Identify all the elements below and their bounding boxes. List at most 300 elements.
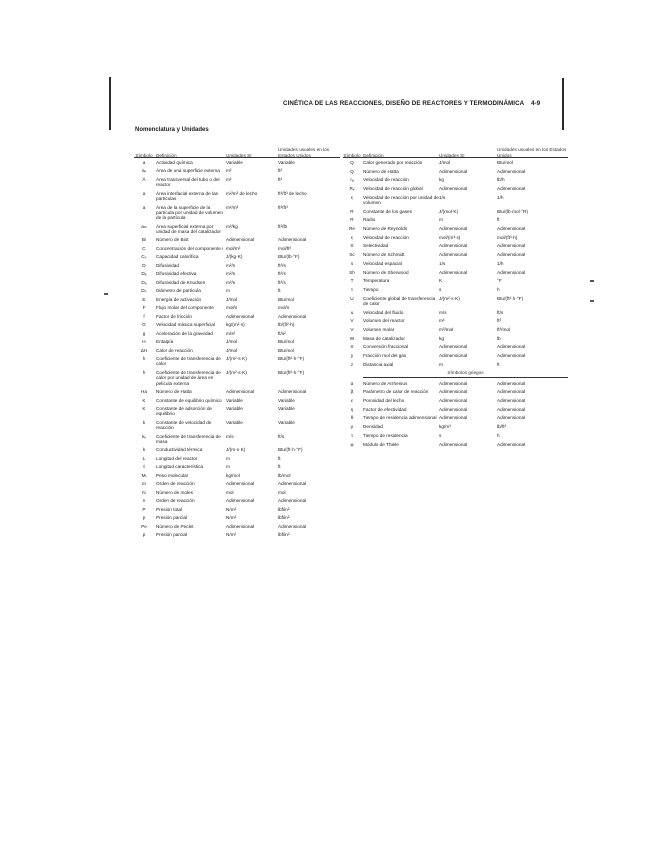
row-definition: Constante de equilibrio químico: [156, 397, 222, 403]
greek-symbols-heading: Símbolos griegos: [363, 370, 568, 377]
table-row: [134, 314, 340, 319]
row-us-unit: Variable: [278, 406, 295, 411]
table-row: [343, 424, 568, 429]
row-si-unit: m: [439, 217, 443, 223]
table-row: [134, 356, 340, 367]
row-us-unit: Adimensional: [497, 398, 526, 404]
row-us-unit: °F: [497, 278, 502, 284]
row-definition: Entalpía: [156, 339, 174, 345]
table-row: [343, 310, 568, 315]
row-symbol: ε: [350, 398, 354, 404]
row-si-unit: K: [439, 278, 443, 284]
row-symbol: a: [142, 190, 146, 196]
row-si-unit: m/s: [439, 309, 447, 315]
row-definition: Número de Sherwood: [363, 269, 409, 275]
row-us-unit: lb/ft³: [497, 424, 507, 430]
row-si-unit: J/mol: [439, 160, 451, 165]
row-definition: Volumen del reactor: [363, 318, 405, 324]
row-symbol: u: [350, 309, 354, 315]
table-row: [134, 348, 340, 353]
row-us-unit: mol/ft³: [278, 245, 292, 251]
row-si-unit: m: [226, 288, 230, 294]
header-us-units: Unidades usuales en los Estados Unidos: [497, 147, 567, 158]
row-us-unit: mol/s: [278, 305, 290, 311]
table-row: [134, 224, 340, 235]
row-si-unit: Adimensional: [439, 353, 468, 359]
row-si-unit: 1/s: [439, 260, 446, 266]
table-row: [134, 498, 340, 503]
row-si-unit: Adimensional: [439, 380, 468, 386]
row-definition: Tiempo de residencia adimensional: [363, 415, 437, 421]
row-si-unit: m: [226, 455, 230, 461]
greek-table-body: [343, 381, 568, 447]
row-us-unit: ft²/s: [278, 279, 286, 285]
table-body: [134, 160, 340, 537]
row-symbol: F: [142, 305, 146, 311]
row-symbol: E: [142, 296, 146, 302]
row-us-unit: Adimensional: [497, 441, 526, 447]
row-definition: Constante de velocidad de reacción: [156, 419, 212, 431]
row-definition: Concentración del componente i: [156, 245, 224, 251]
row-si-unit: Adimensional: [226, 481, 255, 487]
row-si-unit: N/m²: [226, 532, 237, 538]
row-definition: Difusividad: [156, 262, 179, 268]
row-si-unit: m²/s: [226, 262, 236, 268]
row-si-unit: Adimensional: [439, 441, 468, 447]
row-si-unit: m²: [226, 176, 232, 182]
row-us-unit: Adimensional: [497, 380, 526, 386]
table-row: [343, 261, 568, 266]
row-symbol: Ha: [141, 389, 147, 395]
row-definition: Velocidad de reacción: [363, 234, 409, 240]
table-row: [134, 406, 340, 417]
table-row: [343, 186, 568, 191]
row-si-unit: s: [439, 286, 442, 292]
row-us-unit: ft: [278, 464, 281, 470]
row-si-unit: m²/s: [226, 271, 236, 277]
row-definition: Orden de reacción: [156, 481, 195, 487]
row-symbol: aᵥ: [141, 168, 147, 174]
table-row: [343, 226, 568, 231]
table-row: [343, 433, 568, 438]
table-row: [343, 353, 568, 358]
row-symbol: G: [142, 322, 146, 328]
row-symbol: L: [142, 455, 146, 461]
row-symbol: R: [350, 208, 354, 214]
row-definition: Velocidad espacial: [363, 260, 402, 266]
row-symbol: Dₐ: [141, 279, 147, 285]
row-definition: Área de una superficie externa: [156, 168, 220, 174]
table-row: [134, 263, 340, 268]
row-us-unit: h: [497, 286, 500, 292]
row-si-unit: Variable: [226, 419, 243, 425]
table-row: [134, 490, 340, 495]
table-row: [343, 217, 568, 222]
table-row: [343, 327, 568, 332]
table-row: [343, 243, 568, 248]
row-symbol: C: [142, 245, 146, 251]
row-si-unit: Adimensional: [439, 344, 468, 350]
row-symbol: N: [142, 489, 146, 495]
row-symbol: τ: [351, 432, 353, 438]
row-symbol: Cₚ: [141, 254, 147, 260]
row-us-unit: Adimensional: [497, 252, 526, 258]
table-row: [343, 296, 568, 307]
row-si-unit: kg/(m²·s): [226, 322, 245, 328]
row-definition: Coeficiente de transferencia de calor: [156, 356, 221, 367]
row-definition: Capacidad calorífica: [156, 254, 199, 260]
row-us-unit: ft²/lb: [278, 223, 288, 229]
row-symbol: n: [142, 498, 146, 504]
row-definition: Velocidad másica superficial: [156, 322, 215, 328]
row-si-unit: J/(kg·K): [226, 254, 243, 260]
table-row: [134, 524, 340, 529]
row-symbol: rₐ: [350, 177, 354, 183]
row-definition: Selectividad: [363, 243, 389, 249]
margin-tick: [590, 300, 594, 302]
table-row: [134, 481, 340, 486]
row-us-unit: Adimensional: [497, 389, 526, 395]
margin-tick: [590, 280, 594, 282]
row-symbol: ΔH: [140, 347, 148, 353]
row-definition: Actividad química: [156, 160, 193, 165]
row-symbol: t: [351, 286, 353, 292]
nomenclature-table-right: [343, 133, 568, 450]
row-us-unit: lb/mol: [278, 472, 291, 478]
row-symbol: W: [349, 335, 355, 341]
row-symbol: V: [350, 326, 354, 332]
header-si-units: Unidades SI: [226, 152, 252, 158]
row-definition: Constante de adsorción de equilibrio: [156, 406, 213, 417]
row-definition: Presión total: [156, 506, 183, 512]
row-definition: Área superficial externa por unidad de masa del catalizador: [156, 223, 221, 234]
row-si-unit: kg: [439, 177, 444, 183]
row-definition: Temperatura: [363, 278, 390, 284]
table-row: [343, 407, 568, 412]
page-number: 4-9: [531, 100, 541, 107]
row-us-unit: Btu/mol: [497, 160, 513, 165]
row-definition: Radio: [363, 217, 376, 223]
row-symbol: V: [350, 318, 354, 324]
table-row: [134, 370, 340, 386]
table-row: [134, 254, 340, 259]
table-row: [134, 271, 340, 276]
table-row: [343, 318, 568, 323]
row-si-unit: m²/m³: [226, 204, 239, 210]
row-symbol: s: [350, 260, 354, 266]
running-head: CINÉTICA DE LAS REACCIONES, DISEÑO DE REACTORES Y TERMODINÁMICA: [283, 100, 525, 107]
table-row: [134, 168, 340, 173]
row-definition: Factor de fricción: [156, 313, 192, 319]
row-definition: Constante de los gases: [363, 208, 412, 214]
table-row: [134, 246, 340, 251]
row-symbol: a: [142, 160, 146, 165]
header-us-units: Unidades usuales en los Estados Unidos: [278, 147, 330, 158]
row-us-unit: Btu/(lb·°F): [278, 254, 300, 260]
row-us-unit: Adimensional: [497, 186, 526, 192]
table-row: [134, 297, 340, 302]
table-row: [134, 160, 340, 165]
row-symbol: α: [350, 380, 354, 386]
row-si-unit: Adimensional: [439, 168, 468, 174]
table-row: [134, 237, 340, 242]
row-definition: Velocidad de reacción por unidad de volumen: [363, 194, 439, 206]
row-definition: Número de Peclet: [156, 523, 194, 529]
row-si-unit: Adimensional: [439, 398, 468, 404]
table-row: [134, 398, 340, 403]
table-row: [134, 331, 340, 336]
row-us-unit: Adimensional: [278, 498, 307, 504]
table-row: [134, 420, 340, 431]
row-us-unit: Adimensional: [497, 406, 526, 412]
row-symbol: p: [142, 515, 146, 521]
row-us-unit: ft²: [278, 176, 283, 182]
row-si-unit: Adimensional: [439, 252, 468, 258]
row-symbol: Dₚ: [141, 288, 147, 294]
table-body: [343, 160, 568, 367]
row-symbol: Sc: [349, 252, 355, 258]
row-si-unit: mol/m³: [226, 245, 241, 251]
row-definition: Número de Reynolds: [363, 226, 408, 232]
row-symbol: aₘ: [141, 223, 147, 229]
row-si-unit: J/(mol·K): [439, 208, 459, 214]
row-symbol: Dₑ: [141, 271, 147, 277]
table-row: [134, 191, 340, 202]
row-symbol: kᵥ: [142, 433, 146, 439]
row-us-unit: ft: [278, 288, 281, 294]
row-symbol: H: [142, 339, 146, 345]
table-row: [134, 515, 340, 520]
row-symbol: rᵢ: [350, 234, 354, 240]
table-row: [343, 195, 568, 206]
row-us-unit: lb/h: [497, 177, 505, 183]
row-definition: Aceleración de la gravedad: [156, 330, 213, 336]
row-definition: Velocidad de reacción: [363, 177, 409, 183]
row-us-unit: ft³/mol: [497, 326, 511, 332]
row-symbol: R: [350, 217, 354, 223]
row-si-unit: N/m²: [226, 506, 237, 512]
row-definition: Velocidad de reacción global: [363, 186, 423, 192]
row-us-unit: ft²/ft³ de lecho: [278, 190, 307, 196]
row-us-unit: ft: [497, 217, 500, 223]
row-us-unit: lbf/in²: [278, 515, 290, 521]
row-definition: Calor de reacción: [156, 347, 193, 353]
row-symbol: Q: [350, 160, 354, 165]
row-us-unit: Adimensional: [497, 344, 526, 350]
row-definition: Presión parcial: [156, 532, 188, 538]
section-title: Nomenclatura y Unidades: [135, 127, 209, 133]
row-definition: Distancia axial: [363, 361, 394, 367]
table-row: [134, 434, 340, 445]
row-definition: Densidad: [363, 424, 383, 430]
row-us-unit: Btu/(lb·mol·°R): [497, 208, 529, 214]
row-symbol: p: [142, 532, 146, 538]
table-row: [134, 447, 340, 452]
row-us-unit: Adimensional: [278, 523, 307, 529]
row-symbol: y: [350, 353, 354, 359]
row-si-unit: m²/m³ de lecho: [226, 190, 258, 196]
row-definition: Longitud del reactor: [156, 455, 198, 461]
row-si-unit: m²: [226, 168, 232, 174]
row-us-unit: lbf/in²: [278, 506, 290, 512]
table-header: [134, 133, 340, 158]
row-us-unit: Btu/mol: [278, 296, 294, 302]
row-si-unit: Adimensional: [226, 498, 255, 504]
row-definition: Coeficiente global de transferencia de calor: [363, 295, 436, 306]
row-definition: Energía de activación: [156, 296, 202, 302]
table-row: [134, 177, 340, 188]
margin-rule-left: [109, 77, 111, 130]
table-row: [343, 344, 568, 349]
row-us-unit: Adimensional: [497, 168, 526, 174]
table-row: [134, 456, 340, 461]
row-symbol: φ: [350, 441, 354, 447]
table-row: [134, 205, 340, 221]
row-definition: Orden de reacción: [156, 498, 195, 504]
row-symbol: h: [142, 356, 146, 362]
table-row: [343, 442, 568, 447]
row-symbol: θ: [350, 415, 354, 421]
row-us-unit: ft²/s: [278, 271, 286, 277]
row-us-unit: Variable: [278, 397, 295, 403]
row-si-unit: Adimensional: [439, 415, 468, 421]
row-us-unit: Adimensional: [497, 415, 526, 421]
row-si-unit: Adimensional: [439, 226, 468, 232]
row-symbol: Rᵥ: [349, 186, 355, 192]
row-definition: Presión parcial: [156, 515, 188, 521]
row-us-unit: h: [497, 432, 500, 438]
row-si-unit: Adimensional: [226, 523, 255, 529]
row-us-unit: lb/(ft²·h): [278, 322, 295, 328]
row-definition: Fracción mol del gas: [363, 353, 407, 359]
row-us-unit: Btu/(ft²·h·°F): [278, 356, 305, 362]
row-si-unit: m/s: [226, 433, 234, 439]
row-si-unit: m/s²: [226, 330, 236, 336]
table-row: [343, 381, 568, 386]
row-si-unit: mol: [226, 489, 234, 495]
row-si-unit: J/mol: [226, 347, 238, 353]
row-definition: Coeficiente de transferencia de calor por unidad de área en película externa: [156, 369, 221, 386]
table-row: [134, 339, 340, 344]
header-definition: Definición: [156, 152, 177, 158]
row-si-unit: Adimensional: [439, 269, 468, 275]
table-row: [343, 160, 568, 165]
row-us-unit: ft²/ft³: [278, 204, 288, 210]
row-definition: Tiempo: [363, 286, 379, 292]
row-symbol: η: [350, 406, 354, 412]
row-us-unit: ft/s: [278, 433, 285, 439]
row-us-unit: ft²: [278, 168, 283, 174]
row-symbol: X: [350, 344, 354, 350]
row-definition: Módulo de Thiele: [363, 441, 399, 447]
row-symbol: ℓ: [143, 464, 145, 470]
row-definition: Masa de catalizador: [363, 335, 405, 341]
row-si-unit: Variable: [226, 397, 243, 403]
margin-tick: [104, 293, 108, 295]
row-symbol: Q: [350, 168, 354, 174]
row-definition: Área transversal del tubo o del reactor: [156, 176, 220, 188]
row-symbol: z: [350, 361, 354, 367]
row-us-unit: mol/(ft³·h): [497, 234, 518, 240]
row-definition: Coeficiente de transferencia de masa: [156, 433, 221, 444]
row-si-unit: mol/s: [226, 305, 238, 311]
row-us-unit: ft: [278, 455, 281, 461]
table-row: [134, 507, 340, 512]
row-definition: Difusividad de Knudsen: [156, 279, 206, 285]
row-us-unit: Adimensional: [278, 481, 307, 487]
row-us-unit: Btu/mol: [278, 347, 294, 353]
row-definition: Área interfacial externa de las partículas: [156, 190, 219, 202]
row-si-unit: Variable: [226, 160, 243, 165]
row-definition: Velocidad del fluido: [363, 309, 404, 315]
row-us-unit: lb: [497, 335, 501, 341]
table-row: [343, 270, 568, 275]
row-us-unit: ft/s: [497, 309, 504, 315]
table-row: [134, 473, 340, 478]
row-definition: Tiempo de residencia: [363, 432, 408, 438]
table-row: [343, 362, 568, 367]
row-us-unit: Adimensional: [278, 313, 307, 319]
row-definition: Longitud característica: [156, 464, 204, 470]
row-si-unit: m³/mol: [439, 326, 454, 332]
row-si-unit: Adimensional: [439, 406, 468, 412]
table-row: [134, 532, 340, 537]
row-symbol: ρ: [350, 424, 354, 430]
row-symbol: f: [143, 313, 145, 319]
row-symbol: Mᵢ: [141, 472, 147, 478]
row-symbol: h: [142, 369, 146, 375]
row-symbol: Ā: [142, 176, 146, 182]
row-si-unit: kg/mol: [226, 472, 240, 478]
table-row: [343, 209, 568, 214]
row-us-unit: Btu/(ft²·h·°F): [497, 295, 524, 301]
table-row: [134, 305, 340, 310]
row-definition: Calor generado por reacción: [363, 160, 423, 165]
row-symbol: β: [350, 389, 354, 395]
row-us-unit: lbf/in²: [278, 532, 290, 538]
row-us-unit: mol: [278, 489, 286, 495]
table-row: [134, 389, 340, 394]
row-definition: Número de moles: [156, 489, 193, 495]
table-row: [343, 252, 568, 257]
row-si-unit: m: [226, 464, 230, 470]
row-si-unit: Adimensional: [439, 186, 468, 192]
row-si-unit: J/(m·s·K): [226, 447, 246, 453]
row-symbol: S: [350, 243, 354, 249]
row-us-unit: ft³: [497, 318, 502, 324]
table-row: [343, 235, 568, 240]
row-symbol: U: [350, 295, 354, 301]
row-definition: Número de Schmidt: [363, 252, 405, 258]
row-definition: Conductividad térmica: [156, 447, 203, 453]
row-si-unit: m³: [439, 318, 445, 324]
header-definition: Definición: [363, 152, 384, 158]
row-us-unit: Btu/(ft·h·°F): [278, 447, 303, 453]
table-row: [343, 287, 568, 292]
row-si-unit: J/mol: [226, 296, 238, 302]
row-symbol: P: [142, 506, 146, 512]
row-si-unit: Adimensional: [226, 389, 255, 395]
row-us-unit: Variable: [278, 419, 295, 425]
row-si-unit: Adimensional: [439, 243, 468, 249]
header-symbol: Símbolo: [343, 152, 361, 158]
table-row: [134, 322, 340, 327]
row-us-unit: 1/h: [497, 194, 504, 200]
row-symbol: k: [142, 419, 146, 425]
row-definition: Porosidad del lecho: [363, 398, 405, 404]
row-us-unit: ft: [497, 361, 500, 367]
row-si-unit: J/(m²·s·K): [226, 369, 247, 375]
